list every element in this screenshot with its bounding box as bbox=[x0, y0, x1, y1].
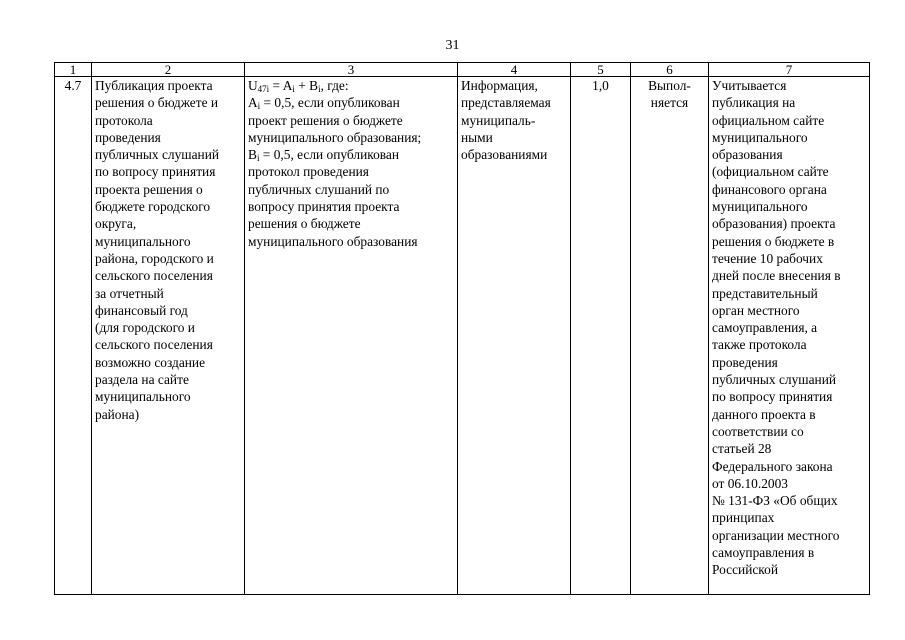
comment-line: Федерального закона bbox=[712, 458, 833, 474]
formula-text: = 0,5, если опубликован bbox=[259, 147, 400, 163]
source-line: Информация, bbox=[461, 78, 538, 93]
table-row bbox=[55, 77, 870, 595]
header-col-2: 2 bbox=[92, 63, 245, 77]
formula-line: муниципального образования bbox=[248, 233, 418, 249]
comment-line: также протокола bbox=[712, 337, 807, 353]
indicator-line: округа, bbox=[95, 216, 137, 232]
status-line: Выпол- bbox=[648, 78, 691, 93]
cell-status bbox=[631, 77, 709, 595]
status-line: няется bbox=[650, 95, 689, 111]
comment-line: дней после внесения в bbox=[712, 268, 841, 284]
indicator-line: возможно создание bbox=[95, 354, 206, 370]
indicator-line: решения о бюджете и bbox=[95, 95, 219, 111]
comment-line: муниципального bbox=[712, 129, 808, 145]
comment-line: Учитывается bbox=[712, 78, 787, 93]
comment-line: официальном сайте bbox=[712, 112, 825, 128]
comment-line: организации местного bbox=[712, 527, 840, 543]
comment-line: публичных слушаний bbox=[712, 372, 837, 388]
indicator-line: финансовый год bbox=[95, 302, 188, 318]
comment-line: проведения bbox=[712, 354, 778, 370]
formula-line: проект решения о бюджете bbox=[248, 112, 403, 128]
indicator-line: района, городского и bbox=[95, 250, 214, 266]
indicator-line: района) bbox=[95, 406, 140, 422]
comment-line: течение 10 рабочих bbox=[712, 250, 823, 266]
source-line: образованиями bbox=[461, 147, 548, 163]
comment-line: от 06.10.2003 bbox=[712, 475, 788, 491]
formula-symbol: A bbox=[248, 95, 258, 111]
comment-line: (официальном сайте bbox=[712, 164, 829, 180]
formula-symbol: , где: bbox=[320, 78, 349, 93]
comment-line: муниципального bbox=[712, 199, 808, 215]
formula-subscript: i bbox=[292, 84, 295, 94]
formula-symbol: U bbox=[248, 78, 258, 93]
page-number: 31 bbox=[445, 38, 460, 53]
cell-comment bbox=[709, 77, 870, 595]
source-line: представляемая bbox=[461, 95, 551, 111]
formula-subscript: i bbox=[318, 84, 321, 94]
indicator-line: сельского поселения bbox=[95, 268, 213, 284]
formula-text: = 0,5, если опубликован bbox=[260, 95, 400, 111]
cell-formula bbox=[245, 77, 458, 595]
cell-source bbox=[458, 77, 571, 595]
indicator-line: (для городского и bbox=[95, 320, 195, 336]
formula-line: муниципального образования; bbox=[248, 129, 422, 145]
formula-symbol: B bbox=[248, 147, 257, 163]
formula-a-line bbox=[248, 94, 454, 111]
indicator-line: за отчетный bbox=[95, 285, 164, 301]
formula-symbol: = A bbox=[269, 78, 293, 93]
comment-line: данного проекта в bbox=[712, 406, 816, 422]
comment-line: представительный bbox=[712, 285, 818, 301]
source-line: муниципаль- bbox=[461, 112, 536, 128]
header-col-3: 3 bbox=[245, 63, 458, 77]
formula-line: публичных слушаний по bbox=[248, 181, 390, 197]
document-table bbox=[54, 62, 870, 595]
header-col-5: 5 bbox=[571, 63, 631, 77]
indicator-line: Публикация проекта bbox=[95, 78, 213, 93]
cell-indicator-name bbox=[92, 77, 245, 595]
comment-line: образования) проекта bbox=[712, 216, 836, 232]
indicator-line: проведения bbox=[95, 129, 161, 145]
header-col-6: 6 bbox=[631, 63, 709, 77]
indicator-line: публичных слушаний bbox=[95, 147, 220, 163]
header-col-4: 4 bbox=[458, 63, 571, 77]
comment-line: № 131-ФЗ «Об общих bbox=[712, 493, 838, 509]
indicator-line: муниципального bbox=[95, 389, 191, 405]
formula-b-line bbox=[248, 146, 454, 163]
comment-line: по вопросу принятия bbox=[712, 389, 833, 405]
comment-line: самоуправления в bbox=[712, 545, 815, 561]
formula-subscript: 47i bbox=[257, 84, 270, 94]
comment-line: принципах bbox=[712, 510, 775, 526]
formula-subscript: i bbox=[257, 101, 261, 112]
comment-line: публикация на bbox=[712, 95, 796, 111]
formula-line: протокол проведения bbox=[248, 164, 369, 180]
indicator-line: муниципального bbox=[95, 233, 191, 249]
source-line: ными bbox=[461, 129, 493, 145]
formula-subscript: i bbox=[256, 153, 260, 164]
header-row bbox=[55, 63, 870, 77]
cell-weight: 1,0 bbox=[571, 77, 631, 595]
comment-line: решения о бюджете в bbox=[712, 233, 835, 249]
comment-line: Российской bbox=[712, 562, 778, 578]
formula-line: решения о бюджете bbox=[248, 216, 361, 232]
indicator-line: по вопросу принятия bbox=[95, 164, 216, 180]
comment-line: соответствии со bbox=[712, 423, 804, 439]
comment-line: орган местного bbox=[712, 302, 800, 318]
comment-line: образования bbox=[712, 147, 783, 163]
header-col-7: 7 bbox=[709, 63, 870, 77]
comment-line: финансового органа bbox=[712, 181, 827, 197]
header-col-1: 1 bbox=[55, 63, 92, 77]
comment-line: самоуправления, а bbox=[712, 320, 818, 336]
cell-number: 4.7 bbox=[55, 77, 92, 595]
comment-line: статьей 28 bbox=[712, 441, 772, 457]
formula-symbol: + B bbox=[294, 78, 319, 93]
formula-line: вопросу принятия проекта bbox=[248, 199, 400, 215]
indicator-line: проекта решения о bbox=[95, 181, 203, 197]
indicator-line: бюджете городского bbox=[95, 199, 211, 215]
indicator-line: раздела на сайте bbox=[95, 372, 189, 388]
formula-line bbox=[248, 77, 454, 94]
indicator-line: сельского поселения bbox=[95, 337, 213, 353]
indicator-line: протокола bbox=[95, 112, 153, 128]
